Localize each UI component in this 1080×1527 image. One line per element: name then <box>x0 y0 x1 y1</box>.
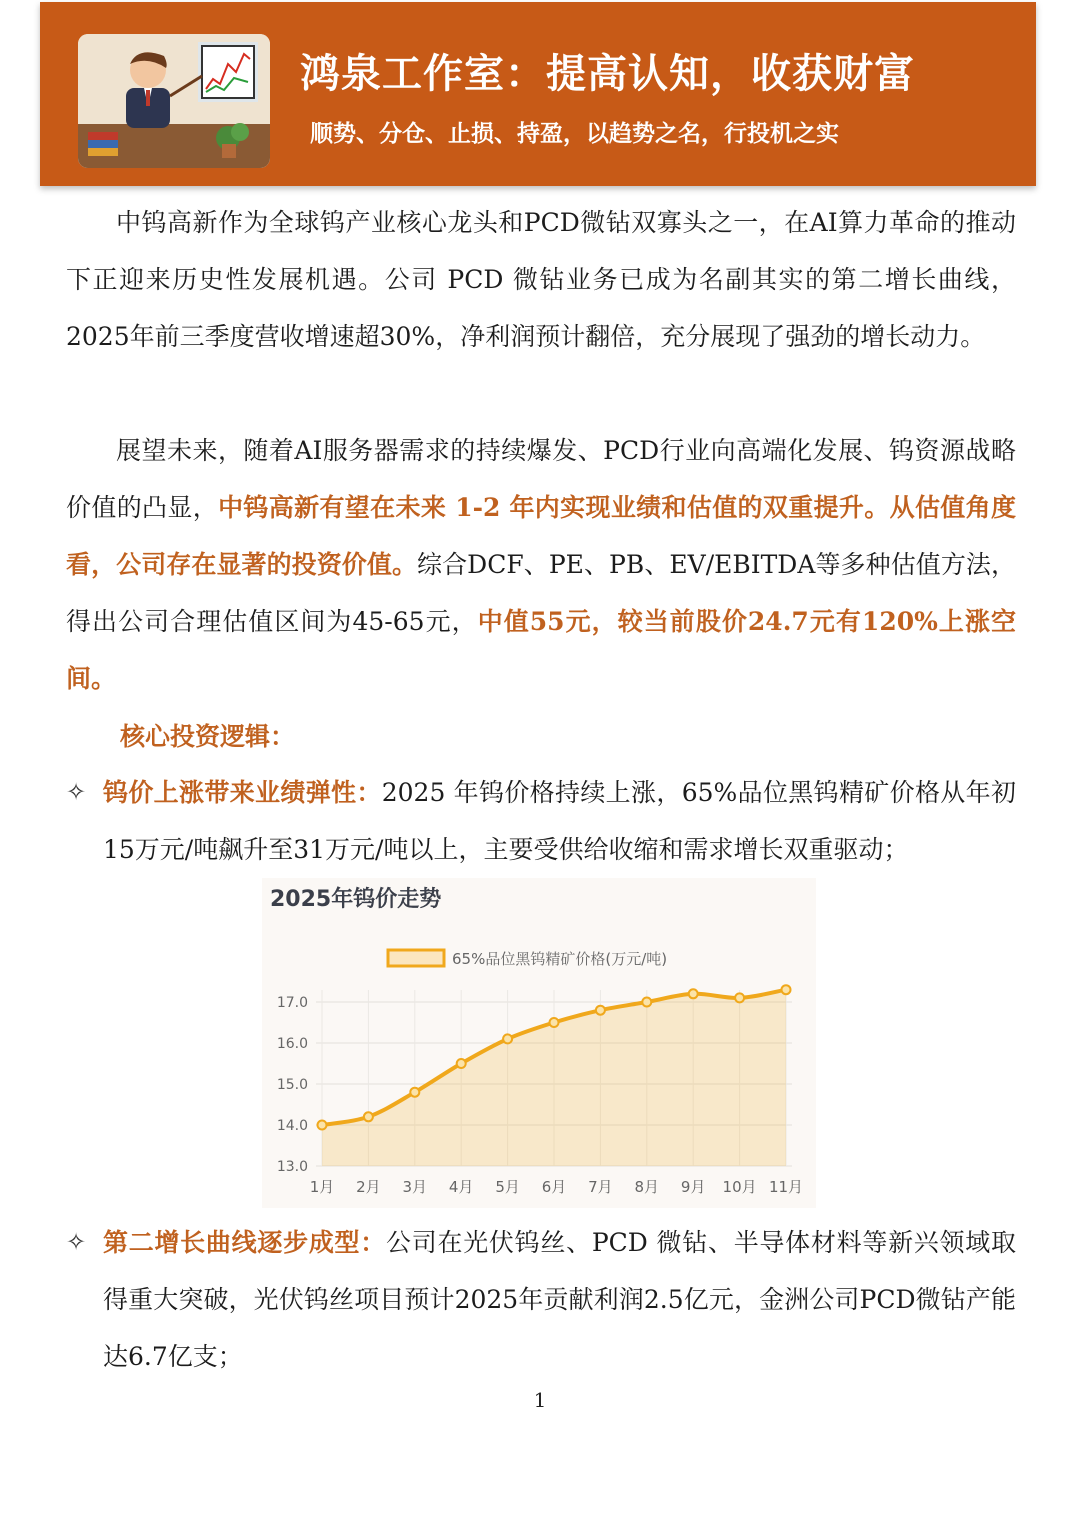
paragraph-outlook <box>66 422 1016 707</box>
data-point[interactable] <box>550 1018 559 1027</box>
x-tick-label: 3月 <box>402 1178 428 1196</box>
data-point[interactable] <box>735 993 744 1002</box>
bullet-body <box>103 1214 1016 1385</box>
bullet-item <box>66 1214 1016 1385</box>
x-tick-label: 5月 <box>495 1178 520 1196</box>
trader-cartoon-icon <box>78 34 270 168</box>
header-banner <box>40 2 1036 186</box>
legend-swatch[interactable] <box>388 950 444 966</box>
data-point[interactable] <box>503 1034 512 1043</box>
bullet-body <box>103 764 1016 878</box>
y-tick-label: 13.0 <box>276 1159 308 1175</box>
data-point[interactable] <box>596 1006 605 1015</box>
banner-subtitle: 顺势、分仓、止损、持盈，以趋势之名，行投机之实 <box>310 120 839 147</box>
x-tick-label: 1月 <box>309 1178 335 1196</box>
data-point[interactable] <box>410 1088 419 1097</box>
bullet-title: 第二增长曲线逐步成型： <box>103 1228 387 1257</box>
outlook-highlight-1: 中钨高新有望在未来 1-2 年内实现业绩和估值的双重提升。从估值角度看，公司存在显著的投资价值。 <box>66 493 1016 579</box>
outlook-text-a: 展望未来，随着AI服务器需求的持续爆发、PCD行业向高端化发展、钨资源战略价值的凸显， <box>66 436 1016 522</box>
outlook-highlight-2: 中值55元，较当前股价24.7元有120%上涨空间。 <box>66 607 1016 693</box>
y-tick-label: 16.0 <box>276 1036 308 1052</box>
data-point[interactable] <box>364 1112 373 1121</box>
data-point[interactable] <box>689 989 698 998</box>
tungsten-price-chart <box>262 878 816 1208</box>
data-point[interactable] <box>642 998 651 1007</box>
x-tick-label: 11月 <box>768 1178 804 1196</box>
avatar <box>78 34 270 168</box>
paragraph-intro-text: 中钨高新作为全球钨产业核心龙头和PCD微钻双寡头之一，在AI算力革命的推动下正迎来历史性发展机遇。公司 PCD 微钻业务已成为名副其实的第二增长曲线，2025年前三季度营收增速超30%，净利润预计翻倍，充分展现了强劲的增长动力。 <box>66 208 1016 351</box>
bullet-text: 2025 年钨价格持续上涨，65%品位黑钨精矿价格从年初15万元/吨飙升至31万元/吨以上，主要受供给收缩和需求增长双重驱动； <box>103 778 1016 864</box>
y-tick-label: 15.0 <box>276 1077 308 1093</box>
chart-canvas <box>262 878 816 1208</box>
paragraph-intro <box>66 194 1016 365</box>
x-tick-label: 6月 <box>541 1178 567 1196</box>
legend-label[interactable]: 65%品位黑钨精矿价格(万元/吨) <box>452 950 668 968</box>
x-tick-label: 8月 <box>634 1178 660 1196</box>
bullet-item <box>66 764 1016 878</box>
x-tick-label: 7月 <box>588 1178 613 1196</box>
x-tick-label: 2月 <box>356 1178 381 1196</box>
data-point[interactable] <box>318 1121 327 1130</box>
x-tick-label: 10月 <box>722 1178 757 1196</box>
chart-title: 2025年钨价走势 <box>270 887 442 912</box>
data-point[interactable] <box>457 1059 466 1068</box>
outlook-text-b: 综合DCF、PE、PB、EV/EBITDA等多种估值方法，得出公司合理估值区间为45-65元， <box>66 550 1016 636</box>
x-tick-label: 9月 <box>680 1178 706 1196</box>
bullet-title: 钨价上涨带来业绩弹性： <box>103 778 382 807</box>
data-point[interactable] <box>782 985 791 994</box>
x-tick-label: 4月 <box>448 1178 474 1196</box>
page-number: 1 <box>533 1388 547 1412</box>
y-tick-label: 14.0 <box>276 1118 308 1134</box>
section-title: 核心投资逻辑： <box>120 722 296 751</box>
sparkle-icon: ✧ <box>66 1228 87 1256</box>
y-tick-label: 17.0 <box>276 995 308 1011</box>
bullet-text: 公司在光伏钨丝、PCD 微钻、半导体材料等新兴领域取得重大突破，光伏钨丝项目预计2025年贡献利润2.5亿元，金洲公司PCD微钻产能达6.7亿支； <box>103 1228 1016 1371</box>
sparkle-icon: ✧ <box>66 778 87 806</box>
banner-title: 鸿泉工作室：提高认知，收获财富 <box>300 50 915 97</box>
